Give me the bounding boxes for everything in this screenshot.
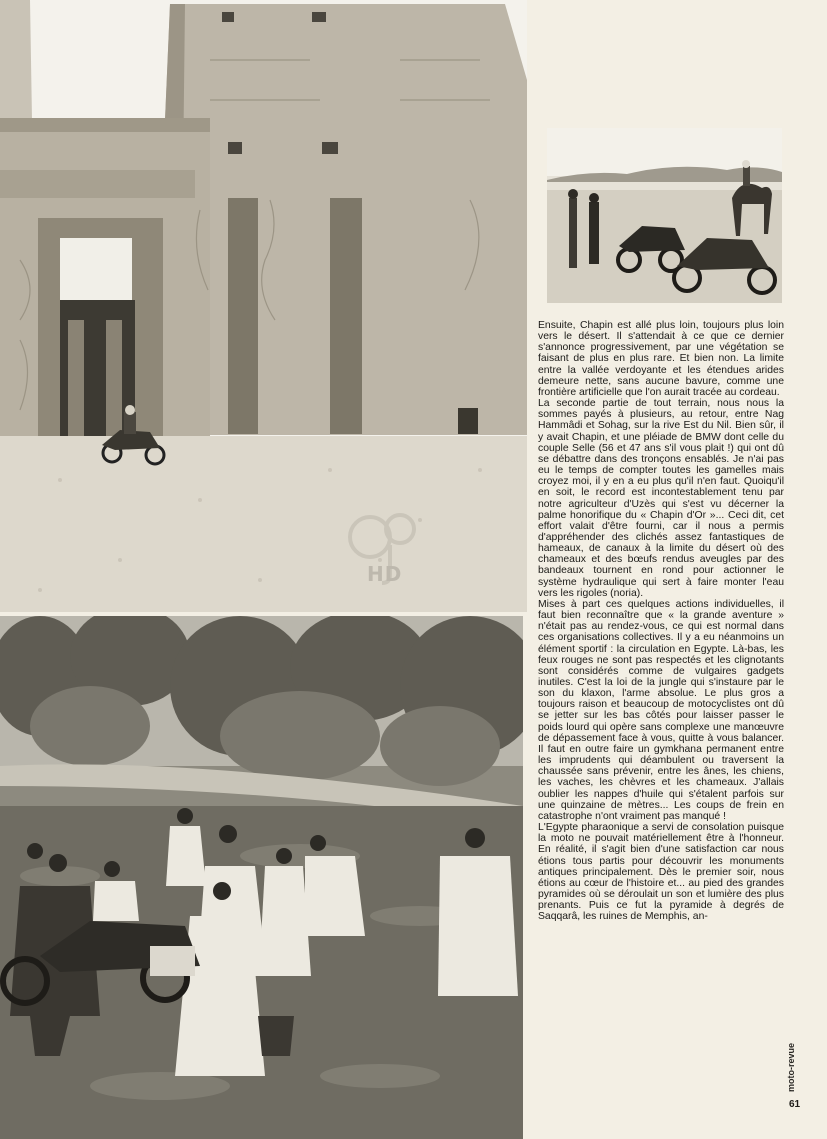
watermark-text: HD (367, 562, 403, 586)
page-number: 61 (789, 1099, 801, 1110)
temple-photo-icon (0, 0, 527, 612)
magazine-name: moto-revue (786, 1042, 796, 1092)
article-paragraph: La seconde partie de tout terrain, nous nous la sommes payés à plusieurs, au retour, entre Nag Hammâdi et Sohag, sur la rive Est du Nil. Bien sûr, il y avait Chapin, et une pléiade de BMW dont celle du couple Selle (56 et 47 ans s'il vous plait !) qui ont dû se débattre dans des tronçons ensablés. Je n'ai pas eu le temps de compter toutes les gamelles mais croyez moi, il y en a eu plus qu'il n'en faut. Quoiqu'il en soit, le record est incontestablement tenu par notre agriculteur d'Uzès qui s'est vu décerner la palme honorifique du « Chapin d'Or »... Ceci dit, cet effort valait d'être fourni, car il nous a permis d'appréhender des clichés assez fantastiques de hameaux, de canaux à la limite du désert où des chameaux et des bœufs rendus aveugles par des bandeaux tournent en rond pour actionner le système hydraulique qui sert à faire monter l'eau vers les rigoles (noria). (538, 398, 784, 599)
temple-photo (0, 0, 527, 612)
motorcycles-photo (547, 128, 782, 303)
motorcycles-photo-icon (547, 128, 782, 303)
article-body (538, 320, 784, 922)
villagers-photo-icon (0, 616, 523, 1139)
article-paragraph: L'Egypte pharaonique a servi de consolation puisque la moto ne pouvait matériellement être à l'honneur. En réalité, il s'agit bien d'une satisfaction car nous étions tous partis pour découvrir les monuments antiques principalement. Dès le premier soir, nous étions au cœur de l'histoire et... au pied des grandes pyramides où se déroulait un son et lumière des plus prenants. Puis ce fut la pyramide à degrés de Saqqarâ, les ruines de Memphis, an- (538, 822, 784, 923)
article-paragraph: Ensuite, Chapin est allé plus loin, toujours plus loin vers le désert. Il s'attendait à ce que ce dernier s'annonce progressivement, par une végétation se faisant de plus en plus rare. Et bien non. La limite entre la vallée verdoyante et les étendues arides demeure nette, sans aucune bavure, comme une frontière artificielle que l'on aurait tracée au cordeau. (538, 320, 784, 398)
villagers-photo (0, 616, 523, 1139)
article-paragraph: Mises à part ces quelques actions individuelles, il faut bien reconnaître que « la grande aventure » n'était pas au rendez-vous, ce qui est normal dans ces organisations collectives. Il y a eu néanmoins un élément sportif : la circulation en Egypte. Là-bas, les feux rouges ne sont pas respectés et les clignotants sont considérés comme de vulgaires gadgets inutiles. C'est la loi de la jungle qui s'instaure par le son du klaxon, l'arme absolue. Le plus gros a toujours raison et beaucoup de motocyclistes ont dû se jetter sur les bas côtés pour laisser passer le poids lourd qui opère sans complexe une manœuvre de dépassement face à vous, quitte à vous balancer. Il faut en outre faire un gymkhana permanent entre les imprudents qui déambulent ou traversent la chaussée sans prévenir, entre les ânes, les chiens, les vaches, les chèvres et les chameaux. J'allais oublier les nappes d'huile qui s'étalent parfois sur une quinzaine de mètres... Les coups de frein en catastrophe n'ont vraiment pas manqué ! (538, 598, 784, 822)
